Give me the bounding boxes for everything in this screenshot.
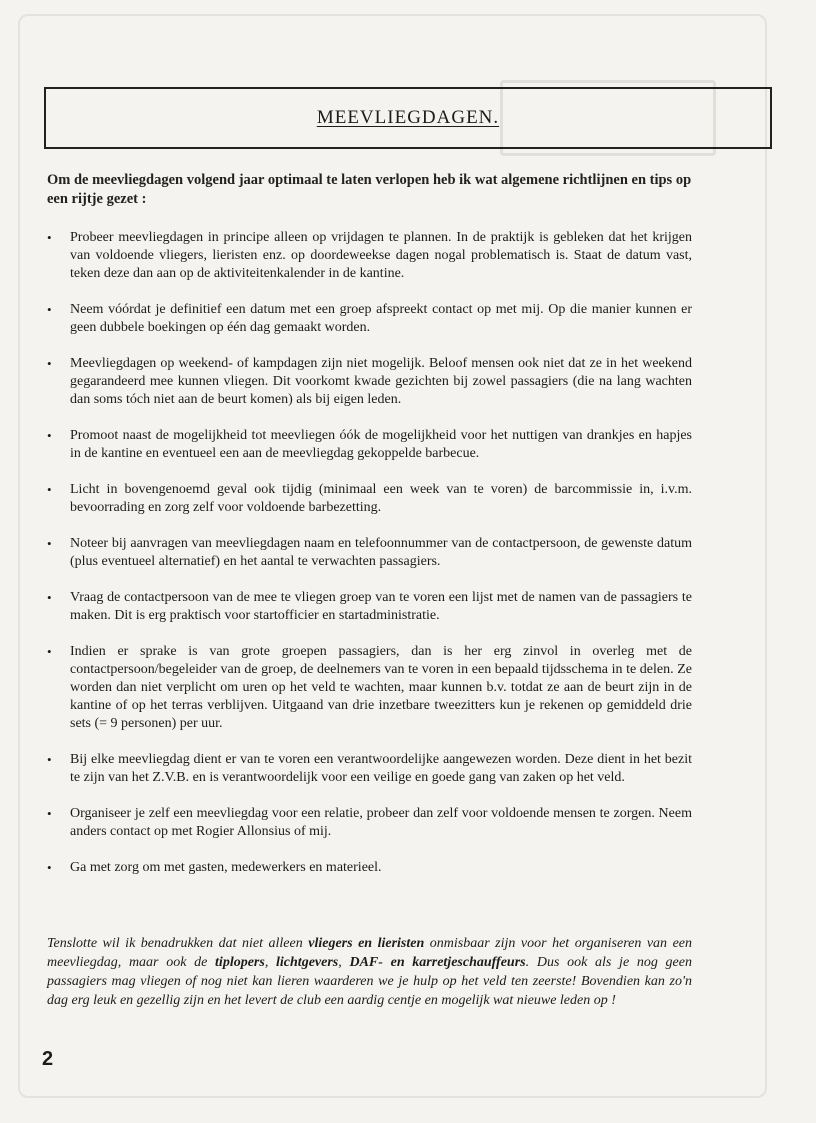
- intro-paragraph: Om de meevliegdagen volgend jaar optimaal te laten verlopen heb ik wat algemene richtlijnen en tips op een rijtje gezet :: [47, 172, 692, 207]
- title-box: [44, 87, 772, 149]
- list-item-text: Noteer bij aanvragen van meevliegdagen naam en telefoonnummer van de contactpersoon, de gewenste datum (plus eventueel alternatief) en het aantal te verwachten passagiers.: [70, 536, 692, 569]
- list-item-text: Meevliegdagen op weekend- of kampdagen zijn niet mogelijk. Beloof mensen ook niet dat ze in het weekend gegarandeerd mee kunnen vliegen. Dit voorkomt kwade gezichten bij zowel passagiers (die na lang wachten dan soms tóch niet aan de beurt komen) als bij eigen leden.: [70, 356, 692, 407]
- list-item-text: Licht in bovengenoemd geval ook tijdig (minimaal een week van te voren) de barcommissie in, i.v.m. bevoorrading en zorg zelf voor voldoende barbezetting.: [70, 482, 692, 515]
- list-item-text: Bij elke meevliegdag dient er van te voren een verantwoordelijke aangewezen worden. Deze dient in het bezit te zijn van het Z.V.B. en is verantwoordelijk voor een veilige en goede gang van zaken op het veld.: [70, 752, 692, 785]
- list-item: [47, 229, 692, 283]
- list-item-text: Probeer meevliegdagen in principe alleen op vrijdagen te plannen. In de praktijk is gebleken dat het krijgen van voldoende vliegers, lieristen enz. op doordeweekse dagen nogal problematisch is. Staat de datum vast, teken deze dan aan op de aktiviteitenkalender in de kantine.: [70, 230, 692, 281]
- bullet-icon: •: [47, 860, 52, 875]
- list-item-text: Neem vóórdat je definitief een datum met een groep afspreekt contact op met mij. Op die manier kunnen er geen dubbele boekingen op één dag gemaakt worden.: [70, 302, 692, 335]
- bullet-icon: •: [47, 230, 52, 245]
- list-item: [47, 427, 692, 463]
- list-item: [47, 589, 692, 625]
- closing-text: ,: [264, 955, 277, 970]
- list-item-text: Vraag de contactpersoon van de mee te vliegen groep van te voren een lijst met de namen van de passagiers te maken. Dit is erg praktisch voor startofficier en startadministratie.: [70, 590, 692, 623]
- list-item: [47, 481, 692, 517]
- list-item-text: Promoot naast de mogelijkheid tot meevliegen óók de mogelijkheid voor het nuttigen van drankjes en hapjes in de kantine en eventueel een aan de meevliegdag gekoppelde barbecue.: [70, 428, 692, 461]
- list-item: [47, 355, 692, 409]
- bullet-icon: •: [47, 482, 52, 497]
- list-item: [47, 805, 692, 841]
- closing-emphasis: vliegers en lieristen: [308, 936, 425, 951]
- closing-text: Tenslotte wil ik benadrukken dat niet alleen: [47, 936, 309, 951]
- list-item-text: Ga met zorg om met gasten, medewerkers en materieel.: [70, 860, 382, 875]
- bullet-icon: •: [47, 806, 52, 821]
- closing-emphasis: DAF- en karretjeschauffeurs: [349, 955, 526, 970]
- bullet-icon: •: [47, 428, 52, 443]
- closing-text: . Dus ook als je nog geen passagiers mag vliegen of nog niet kan lieren waarderen we je hulp op het veld ten zeerste! Bovendien kan zo'n dag erg leuk en gezellig zijn en het levert de club een aardig centje en mogelijk wat nieuwe leden op !: [47, 955, 692, 1008]
- list-item: [47, 751, 692, 787]
- page-title: MEEVLIEGDAGEN.: [316, 107, 500, 128]
- guidelines-list: [47, 229, 692, 895]
- bullet-icon: •: [47, 536, 52, 551]
- closing-text: ,: [338, 955, 350, 970]
- bullet-icon: •: [47, 752, 52, 767]
- bullet-icon: •: [47, 644, 52, 659]
- list-item: [47, 859, 692, 877]
- bullet-icon: •: [47, 356, 52, 371]
- page-number: 2: [42, 1048, 54, 1070]
- bullet-icon: •: [47, 590, 52, 605]
- list-item: [47, 643, 692, 733]
- list-item-text: Indien er sprake is van grote groepen passagiers, dan is her erg zinvol in overleg met de contactpersoon/begeleider van de groep, de deelnemers van te voren in een bepaald tijdsschema in te delen. Ze worden dan niet verplicht om uren op het veld te wachten, maar kunnen b.v. totdat ze aan de beurt zijn in de kantine of op het terras verblijven. Uitgaand van drie inzetbare tweezitters kun je rekenen op gemiddeld drie sets (= 9 personen) per uur.: [70, 644, 692, 731]
- closing-paragraph: [47, 934, 692, 1010]
- list-item: [47, 301, 692, 337]
- list-item: [47, 535, 692, 571]
- closing-text: onmisbaar zijn voor het organiseren van een meevliegdag, maar ook de: [47, 936, 692, 970]
- list-item-text: Organiseer je zelf een meevliegdag voor een relatie, probeer dan zelf voor voldoende mensen te zorgen. Neem anders contact op met Rogier Allonsius of mij.: [70, 806, 692, 839]
- closing-emphasis: lichtgevers: [276, 955, 339, 970]
- closing-emphasis: tiplopers: [215, 955, 265, 970]
- bullet-icon: •: [47, 302, 52, 317]
